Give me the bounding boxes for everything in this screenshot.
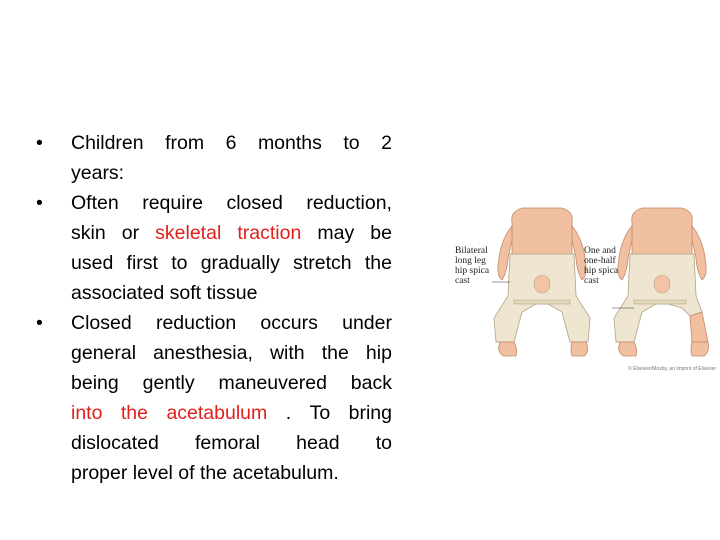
text-word: general (71, 342, 137, 364)
bilateral-cast-figure (492, 208, 590, 356)
text-word: being (71, 372, 119, 394)
text-word: hip (365, 342, 392, 364)
highlighted-text: acetabulum (166, 402, 268, 424)
text-word: the (321, 342, 349, 364)
text-word: Often (71, 192, 119, 214)
text-word: under (342, 312, 392, 334)
text-word: skin (71, 222, 106, 244)
text-word: back (350, 372, 392, 394)
text-word: years: (71, 162, 125, 184)
label-line: One and (584, 246, 616, 256)
text-word: gradually (200, 252, 280, 274)
text-word: months (257, 132, 322, 154)
text-word: Closed (71, 312, 132, 334)
hip-spica-cast-illustration (452, 200, 720, 380)
text-word: head (296, 432, 340, 454)
text-word: proper level of the acetabulum. (71, 462, 339, 484)
one-and-half-cast-label (584, 246, 618, 286)
text-word: used (71, 252, 114, 274)
label-line: Bilateral (455, 246, 488, 256)
label-line: long leg (455, 256, 486, 266)
highlighted-text: skeletal (155, 222, 222, 244)
bullet-text-line (71, 248, 392, 278)
text-word: reduction (155, 312, 237, 334)
text-word: first (126, 252, 158, 274)
bullet-list (36, 128, 392, 488)
spica-cast-drawing (452, 200, 720, 380)
text-word: gently (142, 372, 195, 394)
text-word: stretch (293, 252, 352, 274)
text-word: . (285, 402, 292, 424)
label-line: cast (584, 276, 599, 286)
bullet-text-line (71, 428, 392, 458)
highlighted-text: traction (237, 222, 302, 244)
highlighted-text: into (71, 402, 103, 424)
bullet-item (36, 128, 392, 188)
bullet-marker: • (36, 132, 43, 154)
text-word: dislocated (71, 432, 159, 454)
bullet-marker: • (36, 192, 43, 214)
text-word: To (309, 402, 331, 424)
text-word: anesthesia, (153, 342, 253, 364)
text-word: bring (348, 402, 392, 424)
text-word: femoral (194, 432, 260, 454)
bullet-item (36, 188, 392, 308)
bullet-text-line (71, 158, 392, 188)
text-word: from (165, 132, 205, 154)
text-word: closed (226, 192, 283, 214)
bullet-text-line (71, 308, 392, 338)
bilateral-cast-label (455, 246, 489, 286)
bullet-text-line (71, 188, 392, 218)
bullet-text-line (71, 368, 392, 398)
copyright-note: © Elsevier/Mosby, an imprint of Elsevier (628, 366, 717, 372)
text-word: 2 (381, 132, 392, 154)
text-word: occurs (260, 312, 318, 334)
text-word: Children (71, 132, 144, 154)
bullet-text-line (71, 128, 392, 158)
bullet-marker: • (36, 312, 43, 334)
one-and-half-cast-figure (612, 208, 709, 356)
bullet-text-line (71, 398, 392, 428)
bullet-text-line (71, 278, 392, 308)
text-word: reduction, (306, 192, 392, 214)
bullet-item (36, 308, 392, 488)
bullet-text-line (71, 218, 392, 248)
text-word: or (121, 222, 140, 244)
label-line: hip spica (455, 266, 490, 276)
label-line: hip spica (584, 266, 619, 276)
text-word: to (343, 132, 360, 154)
text-word: maneuvered (218, 372, 327, 394)
bullet-text-line (71, 458, 392, 488)
text-word: to (171, 252, 188, 274)
text-word: the (364, 252, 392, 274)
text-word: with (269, 342, 305, 364)
text-word: require (142, 192, 203, 214)
text-word: 6 (225, 132, 237, 154)
text-word: associated soft tissue (71, 282, 258, 304)
text-word: to (375, 432, 392, 454)
text-word: be (370, 222, 392, 244)
bullet-text-line (71, 338, 392, 368)
label-line: one-half (584, 256, 616, 266)
label-line: cast (455, 276, 470, 286)
highlighted-text: the (120, 402, 148, 424)
text-word: may (317, 222, 355, 244)
